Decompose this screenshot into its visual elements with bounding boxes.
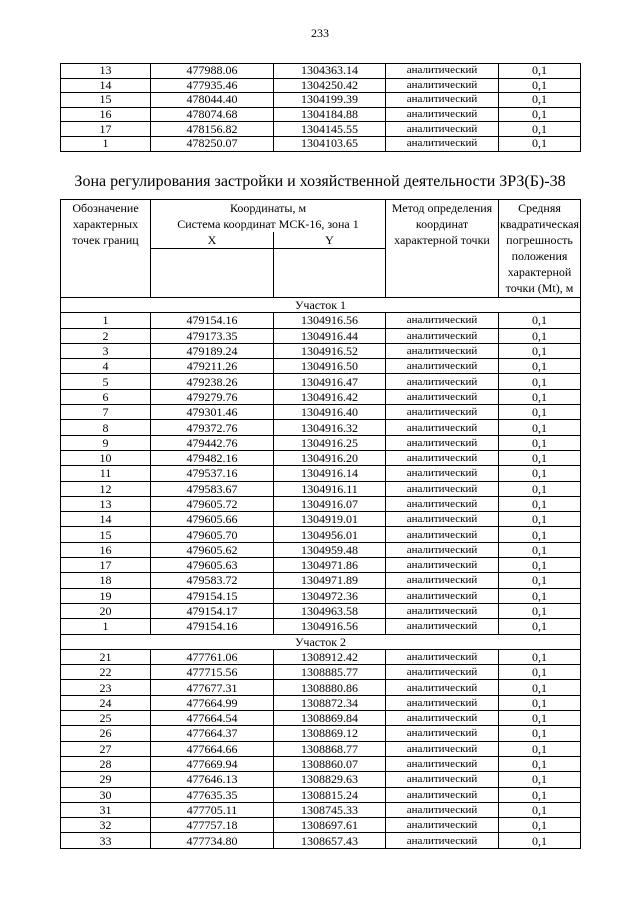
- method-cell: аналитический: [386, 787, 499, 802]
- error-cell: 0,1: [499, 726, 581, 741]
- error-cell: 0,1: [499, 573, 581, 588]
- table-row: [61, 64, 581, 79]
- error-cell: 0,1: [499, 481, 581, 496]
- point-number-cell: 16: [61, 542, 151, 557]
- x-coordinate-cell: 479301.46: [151, 405, 274, 420]
- method-cell: аналитический: [386, 136, 499, 151]
- error-cell: 0,1: [499, 466, 581, 481]
- method-cell: аналитический: [386, 573, 499, 588]
- point-number-cell: 12: [61, 481, 151, 496]
- x-coordinate-cell: 479583.72: [151, 573, 274, 588]
- x-coordinate-cell: 477734.80: [151, 833, 274, 848]
- x-coordinate-cell: 479189.24: [151, 343, 274, 358]
- point-number-cell: 13: [61, 496, 151, 511]
- y-coordinate-cell: 1308745.33: [274, 802, 386, 817]
- point-number-cell: 1: [61, 313, 151, 328]
- x-coordinate-cell: 479372.76: [151, 420, 274, 435]
- method-cell: аналитический: [386, 818, 499, 833]
- error-cell: 0,1: [499, 78, 581, 93]
- method-cell: аналитический: [386, 512, 499, 527]
- method-cell: аналитический: [386, 405, 499, 420]
- point-number-cell: 29: [61, 772, 151, 787]
- zone-title: Зона регулирования застройки и хозяйственной деятельности ЗРЗ(Б)-38: [74, 173, 566, 190]
- y-coordinate-cell: 1304956.01: [274, 527, 386, 542]
- y-coordinate-cell: 1304963.58: [274, 603, 386, 618]
- method-cell: аналитический: [386, 527, 499, 542]
- method-cell: аналитический: [386, 802, 499, 817]
- header-coordinate-system: Система координат МСК-16, зона 1: [177, 217, 359, 231]
- header-coordinates: [151, 200, 386, 233]
- table-row: [61, 512, 581, 527]
- x-coordinate-cell: 477664.99: [151, 695, 274, 710]
- method-cell: аналитический: [386, 466, 499, 481]
- point-number-cell: 8: [61, 420, 151, 435]
- table-row: [61, 695, 581, 710]
- section-title: Участок 2: [61, 634, 581, 649]
- point-number-cell: 18: [61, 573, 151, 588]
- error-cell: 0,1: [499, 665, 581, 680]
- method-cell: аналитический: [386, 450, 499, 465]
- error-cell: 0,1: [499, 741, 581, 756]
- error-cell: 0,1: [499, 818, 581, 833]
- y-coordinate-cell: 1304959.48: [274, 542, 386, 557]
- method-cell: аналитический: [386, 313, 499, 328]
- table-row: [61, 93, 581, 108]
- table-row: [61, 741, 581, 756]
- method-cell: аналитический: [386, 726, 499, 741]
- table-row: [61, 359, 581, 374]
- table-row: [61, 122, 581, 137]
- table-header: [61, 200, 581, 298]
- error-cell: 0,1: [499, 313, 581, 328]
- table-row: [61, 107, 581, 122]
- method-cell: аналитический: [386, 588, 499, 603]
- point-number-cell: 28: [61, 756, 151, 771]
- method-cell: аналитический: [386, 496, 499, 511]
- y-coordinate-cell: 1304916.50: [274, 359, 386, 374]
- table-row: [61, 435, 581, 450]
- error-cell: 0,1: [499, 512, 581, 527]
- error-cell: 0,1: [499, 136, 581, 151]
- table-row: [61, 496, 581, 511]
- y-coordinate-cell: 1304916.56: [274, 619, 386, 634]
- point-number-cell: 17: [61, 122, 151, 137]
- x-coordinate-cell: 477705.11: [151, 802, 274, 817]
- point-number-cell: 22: [61, 665, 151, 680]
- y-coordinate-cell: 1304971.86: [274, 558, 386, 573]
- x-coordinate-cell: 479442.76: [151, 435, 274, 450]
- table-row: [61, 343, 581, 358]
- error-cell: 0,1: [499, 588, 581, 603]
- x-coordinate-cell: 477646.13: [151, 772, 274, 787]
- y-coordinate-cell: 1304916.40: [274, 405, 386, 420]
- x-coordinate-cell: 479583.67: [151, 481, 274, 496]
- method-cell: аналитический: [386, 603, 499, 618]
- method-cell: аналитический: [386, 665, 499, 680]
- page-number: 233: [311, 26, 329, 40]
- method-cell: аналитический: [386, 680, 499, 695]
- method-cell: аналитический: [386, 389, 499, 404]
- table-row: [61, 680, 581, 695]
- point-number-cell: 30: [61, 787, 151, 802]
- error-cell: 0,1: [499, 122, 581, 137]
- x-coordinate-cell: 477935.46: [151, 78, 274, 93]
- error-cell: 0,1: [499, 711, 581, 726]
- x-coordinate-cell: 479482.16: [151, 450, 274, 465]
- method-cell: аналитический: [386, 756, 499, 771]
- x-coordinate-cell: 477635.35: [151, 787, 274, 802]
- y-coordinate-cell: 1304916.42: [274, 389, 386, 404]
- y-coordinate-cell: 1304363.14: [274, 64, 386, 79]
- x-coordinate-cell: 479605.62: [151, 542, 274, 557]
- y-coordinate-cell: 1308872.34: [274, 695, 386, 710]
- table-row: [61, 756, 581, 771]
- method-cell: аналитический: [386, 374, 499, 389]
- y-coordinate-cell: 1308869.12: [274, 726, 386, 741]
- x-coordinate-cell: 477677.31: [151, 680, 274, 695]
- table-row: [61, 726, 581, 741]
- error-cell: 0,1: [499, 619, 581, 634]
- error-cell: 0,1: [499, 435, 581, 450]
- point-number-cell: 3: [61, 343, 151, 358]
- y-coordinate-cell: 1304916.25: [274, 435, 386, 450]
- y-coordinate-cell: 1304103.65: [274, 136, 386, 151]
- point-number-cell: 10: [61, 450, 151, 465]
- table-row: [61, 420, 581, 435]
- header-x-spacer: [151, 249, 274, 298]
- table-row: [61, 527, 581, 542]
- header-designation: Обозначение характерных точек границ: [61, 200, 151, 298]
- x-coordinate-cell: 479173.35: [151, 328, 274, 343]
- x-coordinate-cell: 479605.66: [151, 512, 274, 527]
- error-cell: 0,1: [499, 527, 581, 542]
- table-row: [61, 711, 581, 726]
- table-row: [61, 787, 581, 802]
- x-coordinate-cell: 477988.06: [151, 64, 274, 79]
- x-coordinate-cell: 479605.70: [151, 527, 274, 542]
- x-coordinate-cell: 477664.66: [151, 741, 274, 756]
- x-coordinate-cell: 479211.26: [151, 359, 274, 374]
- error-cell: 0,1: [499, 343, 581, 358]
- y-coordinate-cell: 1304145.55: [274, 122, 386, 137]
- method-cell: аналитический: [386, 649, 499, 664]
- point-number-cell: 11: [61, 466, 151, 481]
- y-coordinate-cell: 1304184.88: [274, 107, 386, 122]
- error-cell: 0,1: [499, 649, 581, 664]
- point-number-cell: 16: [61, 107, 151, 122]
- error-cell: 0,1: [499, 359, 581, 374]
- y-coordinate-cell: 1308880.86: [274, 680, 386, 695]
- point-number-cell: 4: [61, 359, 151, 374]
- method-cell: аналитический: [386, 833, 499, 848]
- method-cell: аналитический: [386, 435, 499, 450]
- table-row: [61, 772, 581, 787]
- point-number-cell: 21: [61, 649, 151, 664]
- table-row: [61, 619, 581, 634]
- point-number-cell: 14: [61, 78, 151, 93]
- x-coordinate-cell: 479537.16: [151, 466, 274, 481]
- point-number-cell: 20: [61, 603, 151, 618]
- point-number-cell: 13: [61, 64, 151, 79]
- error-cell: 0,1: [499, 389, 581, 404]
- y-coordinate-cell: 1308868.77: [274, 741, 386, 756]
- error-cell: 0,1: [499, 328, 581, 343]
- error-cell: 0,1: [499, 542, 581, 557]
- table-row: [61, 802, 581, 817]
- point-number-cell: 1: [61, 136, 151, 151]
- point-number-cell: 32: [61, 818, 151, 833]
- error-cell: 0,1: [499, 64, 581, 79]
- point-number-cell: 6: [61, 389, 151, 404]
- point-number-cell: 5: [61, 374, 151, 389]
- y-coordinate-cell: 1304916.47: [274, 374, 386, 389]
- point-number-cell: 15: [61, 527, 151, 542]
- x-coordinate-cell: 477664.54: [151, 711, 274, 726]
- method-cell: аналитический: [386, 359, 499, 374]
- table-row: [61, 818, 581, 833]
- error-cell: 0,1: [499, 374, 581, 389]
- section-row: [61, 298, 581, 313]
- method-cell: аналитический: [386, 711, 499, 726]
- method-cell: аналитический: [386, 619, 499, 634]
- table-row: [61, 466, 581, 481]
- table-row: [61, 588, 581, 603]
- x-coordinate-cell: 479279.76: [151, 389, 274, 404]
- zone-coordinates-table: [60, 199, 581, 849]
- point-number-cell: 23: [61, 680, 151, 695]
- point-number-cell: 33: [61, 833, 151, 848]
- point-number-cell: 17: [61, 558, 151, 573]
- table-row: [61, 313, 581, 328]
- zone-coordinates-table-body: [61, 298, 581, 849]
- point-number-cell: 25: [61, 711, 151, 726]
- coordinates-table-continued: [60, 63, 581, 152]
- error-cell: 0,1: [499, 450, 581, 465]
- x-coordinate-cell: 479238.26: [151, 374, 274, 389]
- x-coordinate-cell: 478074.68: [151, 107, 274, 122]
- x-coordinate-cell: 478250.07: [151, 136, 274, 151]
- error-cell: 0,1: [499, 107, 581, 122]
- y-coordinate-cell: 1304916.14: [274, 466, 386, 481]
- point-number-cell: 14: [61, 512, 151, 527]
- table-row: [61, 573, 581, 588]
- table-row: [61, 450, 581, 465]
- point-number-cell: 27: [61, 741, 151, 756]
- table-row: [61, 481, 581, 496]
- point-number-cell: 9: [61, 435, 151, 450]
- method-cell: аналитический: [386, 78, 499, 93]
- coordinates-table-continued-body: [61, 64, 581, 152]
- y-coordinate-cell: 1308815.24: [274, 787, 386, 802]
- point-number-cell: 7: [61, 405, 151, 420]
- error-cell: 0,1: [499, 695, 581, 710]
- y-coordinate-cell: 1308869.84: [274, 711, 386, 726]
- y-coordinate-cell: 1304250.42: [274, 78, 386, 93]
- table-row: [61, 603, 581, 618]
- point-number-cell: 19: [61, 588, 151, 603]
- table-row: [61, 833, 581, 848]
- x-coordinate-cell: 479605.63: [151, 558, 274, 573]
- table-row: [61, 665, 581, 680]
- y-coordinate-cell: 1308912.42: [274, 649, 386, 664]
- y-coordinate-cell: 1304916.07: [274, 496, 386, 511]
- y-coordinate-cell: 1304199.39: [274, 93, 386, 108]
- error-cell: 0,1: [499, 603, 581, 618]
- y-coordinate-cell: 1308860.07: [274, 756, 386, 771]
- x-coordinate-cell: 477715.56: [151, 665, 274, 680]
- x-coordinate-cell: 478156.82: [151, 122, 274, 137]
- x-coordinate-cell: 479605.72: [151, 496, 274, 511]
- error-cell: 0,1: [499, 405, 581, 420]
- point-number-cell: 15: [61, 93, 151, 108]
- error-cell: 0,1: [499, 680, 581, 695]
- error-cell: 0,1: [499, 93, 581, 108]
- x-coordinate-cell: 478044.40: [151, 93, 274, 108]
- y-coordinate-cell: 1304972.36: [274, 588, 386, 603]
- point-number-cell: 2: [61, 328, 151, 343]
- header-coordinates-unit: Координаты, м: [229, 201, 307, 215]
- error-cell: 0,1: [499, 496, 581, 511]
- table-row: [61, 542, 581, 557]
- y-coordinate-cell: 1304916.44: [274, 328, 386, 343]
- table-row: [61, 78, 581, 93]
- error-cell: 0,1: [499, 420, 581, 435]
- y-coordinate-cell: 1308829.63: [274, 772, 386, 787]
- header-x: X: [151, 232, 274, 249]
- error-cell: 0,1: [499, 558, 581, 573]
- error-cell: 0,1: [499, 756, 581, 771]
- y-coordinate-cell: 1304919.01: [274, 512, 386, 527]
- table-row: [61, 405, 581, 420]
- method-cell: аналитический: [386, 343, 499, 358]
- method-cell: аналитический: [386, 122, 499, 137]
- y-coordinate-cell: 1308697.61: [274, 818, 386, 833]
- method-cell: аналитический: [386, 481, 499, 496]
- method-cell: аналитический: [386, 107, 499, 122]
- table-row: [61, 328, 581, 343]
- method-cell: аналитический: [386, 741, 499, 756]
- table-row: [61, 136, 581, 151]
- x-coordinate-cell: 479154.16: [151, 619, 274, 634]
- table-row: [61, 389, 581, 404]
- error-cell: 0,1: [499, 787, 581, 802]
- point-number-cell: 1: [61, 619, 151, 634]
- y-coordinate-cell: 1304916.20: [274, 450, 386, 465]
- x-coordinate-cell: 477761.06: [151, 649, 274, 664]
- point-number-cell: 24: [61, 695, 151, 710]
- header-y: Y: [274, 232, 386, 249]
- y-coordinate-cell: 1304916.52: [274, 343, 386, 358]
- method-cell: аналитический: [386, 93, 499, 108]
- y-coordinate-cell: 1308885.77: [274, 665, 386, 680]
- x-coordinate-cell: 477669.94: [151, 756, 274, 771]
- y-coordinate-cell: 1304971.89: [274, 573, 386, 588]
- header-method: Метод определения координат характерной точки: [386, 200, 499, 298]
- point-number-cell: 26: [61, 726, 151, 741]
- header-error: Средняя квадратическая погрешность положения характерной точки (Mt), м: [499, 200, 581, 298]
- header-y-spacer: [274, 249, 386, 298]
- error-cell: 0,1: [499, 772, 581, 787]
- table-row: [61, 374, 581, 389]
- method-cell: аналитический: [386, 420, 499, 435]
- point-number-cell: 31: [61, 802, 151, 817]
- y-coordinate-cell: 1304916.56: [274, 313, 386, 328]
- method-cell: аналитический: [386, 542, 499, 557]
- y-coordinate-cell: 1304916.11: [274, 481, 386, 496]
- error-cell: 0,1: [499, 802, 581, 817]
- section-row: [61, 634, 581, 649]
- y-coordinate-cell: 1308657.43: [274, 833, 386, 848]
- x-coordinate-cell: 477664.37: [151, 726, 274, 741]
- x-coordinate-cell: 477757.18: [151, 818, 274, 833]
- section-title: Участок 1: [61, 298, 581, 313]
- y-coordinate-cell: 1304916.32: [274, 420, 386, 435]
- table-row: [61, 649, 581, 664]
- table-row: [61, 558, 581, 573]
- method-cell: аналитический: [386, 558, 499, 573]
- method-cell: аналитический: [386, 64, 499, 79]
- method-cell: аналитический: [386, 772, 499, 787]
- x-coordinate-cell: 479154.15: [151, 588, 274, 603]
- method-cell: аналитический: [386, 328, 499, 343]
- x-coordinate-cell: 479154.16: [151, 313, 274, 328]
- x-coordinate-cell: 479154.17: [151, 603, 274, 618]
- method-cell: аналитический: [386, 695, 499, 710]
- error-cell: 0,1: [499, 833, 581, 848]
